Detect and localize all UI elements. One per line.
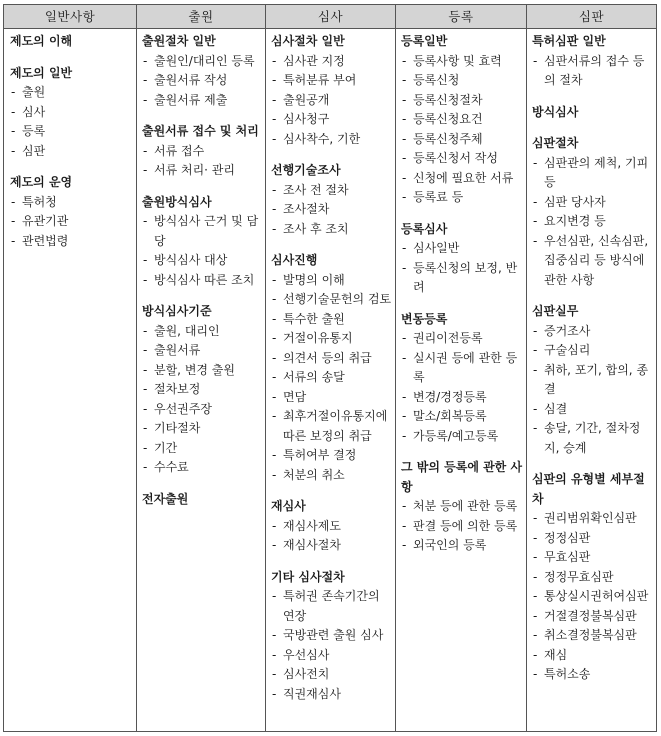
content-table [3, 4, 657, 732]
list-item: - 출원서류 작성 [142, 71, 262, 91]
section-title: 심사진행 [271, 253, 318, 267]
section-title: 심판실무 [532, 304, 579, 318]
list-item: - 기간 [142, 439, 262, 459]
list-item: - 의견서 등의 취급 [271, 349, 392, 369]
list-item: - 심판 당사자 [532, 193, 653, 213]
section-item-list [532, 509, 653, 685]
list-item: - 국방관련 출원 심사 [271, 626, 392, 646]
column-trial [532, 32, 653, 685]
section [10, 173, 132, 251]
section-title: 방식심사 [532, 104, 579, 119]
list-item: - 관련법령 [10, 232, 132, 252]
list-item: - 판결 등에 의한 등록 [401, 517, 523, 537]
list-item: - 심사 [10, 103, 132, 123]
list-item: - 출원인/대리인 등록 [142, 52, 262, 72]
list-item: - 특허분류 부여 [271, 71, 392, 91]
list-item: - 신청에 필요한 서류 [401, 169, 523, 189]
column-application [142, 32, 262, 509]
list-item: - 면담 [271, 388, 392, 408]
section-title: 제도의 이해 [10, 34, 73, 48]
section [271, 568, 392, 705]
list-item: - 분할, 변경 출원 [142, 361, 262, 381]
list-item: - 처분의 취소 [271, 466, 392, 486]
section-title: 특허심판 일반 [532, 34, 606, 48]
list-item: - 조사 전 절차 [271, 181, 392, 201]
list-item: - 요지변경 등 [532, 212, 653, 232]
section-title: 방식심사기준 [142, 304, 212, 318]
section-title: 심판의 유형별 세부절차 [532, 472, 645, 506]
table-header [4, 5, 656, 29]
column-divider [265, 5, 266, 731]
section-item-list [401, 52, 523, 208]
list-item: - 유관기관 [10, 212, 132, 232]
section-title: 출원절차 일반 [142, 34, 216, 48]
section-item-list [10, 193, 132, 252]
section-item-list [401, 497, 523, 556]
list-item: - 정정무효심판 [532, 568, 653, 588]
list-item: - 정정심판 [532, 529, 653, 549]
section-item-list [10, 83, 132, 161]
list-item: - 무효심판 [532, 548, 653, 568]
list-item: - 등록신청의 보정, 반려 [401, 259, 523, 298]
section [401, 310, 523, 447]
list-item: - 심사청구 [271, 110, 392, 130]
list-item: - 조사 후 조치 [271, 220, 392, 240]
section-item-list [271, 52, 392, 150]
list-item: - 외국인의 등록 [401, 536, 523, 556]
header-examination: 심사 [317, 9, 344, 24]
section-title: 출원서류 접수 및 처리 [142, 124, 259, 138]
list-item: - 방식심사 따른 조치 [142, 271, 262, 291]
section-item-list [271, 181, 392, 240]
section-title: 출원방식심사 [142, 194, 212, 209]
section-item-list [401, 329, 523, 446]
list-item: - 등록신청서 작성 [401, 149, 523, 169]
section-item-list [532, 52, 653, 91]
list-item: - 서류 접수 [142, 142, 262, 162]
section-title: 재심사 [271, 499, 306, 513]
section [10, 64, 132, 162]
list-item: - 거절결정불복심판 [532, 607, 653, 627]
section-title: 기타 심사절차 [271, 569, 345, 584]
section [271, 32, 392, 149]
column-divider [395, 5, 396, 731]
section [142, 32, 262, 110]
list-item: - 특허권 존속기간의 연장 [271, 587, 392, 626]
list-item: - 방식심사 대상 [142, 251, 262, 271]
section [10, 32, 132, 52]
list-item: - 출원 [10, 83, 132, 103]
list-item: - 등록신청절차 [401, 91, 523, 111]
section [532, 134, 653, 290]
section [271, 497, 392, 556]
list-item: - 출원서류 [142, 341, 262, 361]
list-item: - 특허여부 결정 [271, 446, 392, 466]
section-item-list [271, 517, 392, 556]
list-item: - 특허청 [10, 193, 132, 213]
list-item: - 심사관 지정 [271, 52, 392, 72]
section-title: 심사절차 일반 [271, 34, 345, 48]
section-item-list [401, 239, 523, 298]
column-general [10, 32, 132, 251]
list-item: - 실시권 등에 관한 등록 [401, 349, 523, 388]
section [142, 122, 262, 181]
list-item: - 심사착수, 기한 [271, 130, 392, 150]
list-item: - 방식심사 근거 및 담당 [142, 212, 262, 251]
list-item: - 특허소송 [532, 665, 653, 685]
list-item: - 권리범위확인심판 [532, 509, 653, 529]
list-item: - 등록 [10, 122, 132, 142]
list-item: - 절차보정 [142, 380, 262, 400]
list-item: - 처분 등에 관한 등록 [401, 497, 523, 517]
list-item: - 우선심사 [271, 646, 392, 666]
list-item: - 구술심리 [532, 341, 653, 361]
list-item: - 서류 처리· 관리 [142, 161, 262, 181]
section [401, 220, 523, 298]
list-item: - 변경/경정등록 [401, 388, 523, 408]
section [532, 302, 653, 458]
list-item: - 등록신청주체 [401, 130, 523, 150]
section-item-list [532, 154, 653, 291]
list-item: - 재심사절차 [271, 536, 392, 556]
section-item-list [271, 587, 392, 704]
section [142, 193, 262, 291]
column-divider [136, 5, 137, 731]
section-item-list [142, 52, 262, 111]
section-title: 등록심사 [401, 221, 448, 236]
section-item-list [271, 271, 392, 486]
list-item: - 가등록/예고등록 [401, 427, 523, 447]
section-item-list [532, 322, 653, 459]
list-item: - 재심사제도 [271, 517, 392, 537]
column-examination [271, 32, 392, 704]
column-divider [526, 5, 527, 731]
header-application: 출원 [188, 9, 214, 24]
list-item: - 발명의 이해 [271, 271, 392, 291]
list-item: - 거절이유통지 [271, 329, 392, 349]
list-item: - 수수료 [142, 458, 262, 478]
list-item: - 심사일반 [401, 239, 523, 259]
list-item: - 출원서류 제출 [142, 91, 262, 111]
list-item: - 심결 [532, 400, 653, 420]
list-item: - 심판관의 제척, 기피 등 [532, 154, 653, 193]
section-title: 선행기술조사 [271, 163, 341, 177]
section [142, 302, 262, 478]
header-trial: 심판 [578, 9, 605, 24]
column-registration [401, 32, 523, 556]
list-item: - 심판서류의 접수 등의 절차 [532, 52, 653, 91]
header-registration: 등록 [448, 9, 474, 24]
list-item: - 송달, 기간, 절차정지, 승계 [532, 419, 653, 458]
list-item: - 등록신청 [401, 71, 523, 91]
section [401, 458, 523, 556]
section-title: 그 밖의 등록에 관한 사항 [401, 460, 523, 494]
list-item: - 출원, 대리인 [142, 322, 262, 342]
list-item: - 재심 [532, 646, 653, 666]
section-item-list [142, 322, 262, 478]
list-item: - 등록신청요건 [401, 110, 523, 130]
section-item-list [142, 212, 262, 290]
list-item: - 심판 [10, 142, 132, 162]
list-item: - 등록료 등 [401, 188, 523, 208]
list-item: - 기타절차 [142, 419, 262, 439]
section-title: 제도의 일반 [10, 65, 73, 80]
list-item: - 증거조사 [532, 322, 653, 342]
list-item: - 우선심판, 신속심판, 집중심리 등 방식에 관한 사항 [532, 232, 653, 291]
list-item: - 서류의 송달 [271, 368, 392, 388]
section-title: 심판절차 [532, 136, 579, 150]
list-item: - 출원공개 [271, 91, 392, 111]
list-item: - 직권재심사 [271, 685, 392, 705]
section-title: 변동등록 [401, 311, 448, 326]
section [532, 32, 653, 91]
section [532, 470, 653, 685]
list-item: - 우선권주장 [142, 400, 262, 420]
header-general: 일반사항 [44, 9, 96, 24]
section [142, 490, 262, 510]
section-item-list [142, 142, 262, 181]
list-item: - 심사전치 [271, 665, 392, 685]
list-item: - 말소/회복등록 [401, 407, 523, 427]
list-item: - 등록사항 및 효력 [401, 52, 523, 72]
list-item: - 선행기술문헌의 검토 [271, 290, 392, 310]
section-title: 제도의 운영 [10, 175, 73, 189]
section [271, 161, 392, 239]
section-title: 전자출원 [142, 491, 189, 506]
list-item: - 통상실시권허여심판 [532, 587, 653, 607]
section [532, 103, 653, 123]
section [271, 251, 392, 485]
list-item: - 권리이전등록 [401, 329, 523, 349]
list-item: - 조사절차 [271, 200, 392, 220]
list-item: - 특수한 출원 [271, 310, 392, 330]
list-item: - 취하, 포기, 합의, 종결 [532, 361, 653, 400]
section [401, 32, 523, 208]
list-item: - 최후거절이유통지에 따른 보정의 취급 [271, 407, 392, 446]
list-item: - 취소결정불복심판 [532, 626, 653, 646]
section-title: 등록일반 [401, 34, 448, 48]
